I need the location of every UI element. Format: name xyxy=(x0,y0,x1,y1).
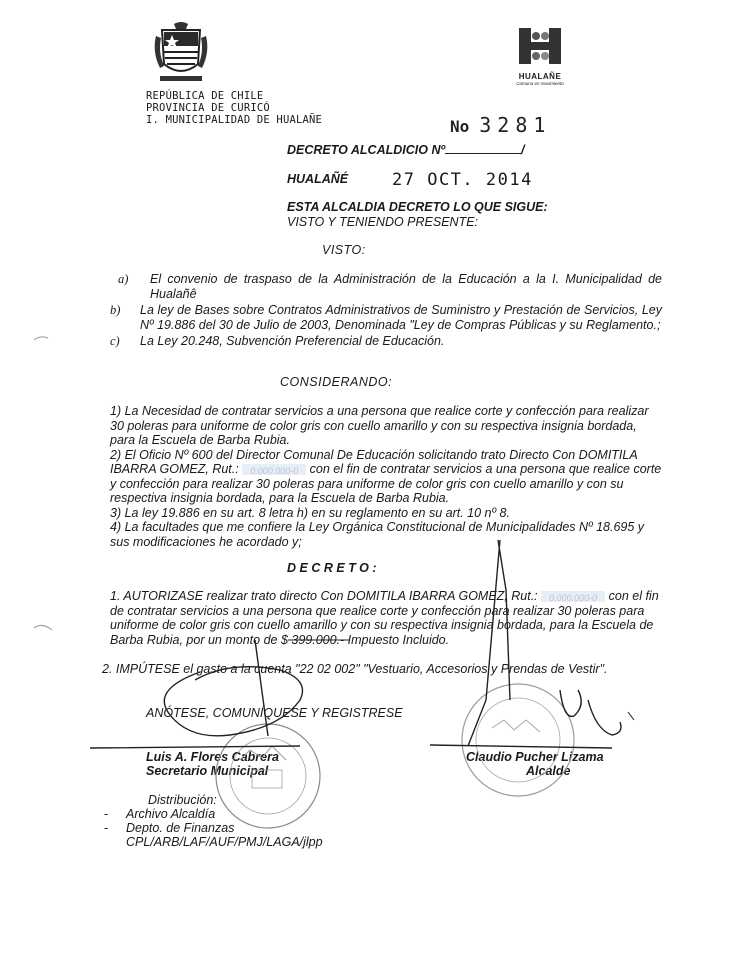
gov-line-municipality: I. MUNICIPALIDAD DE HUALAÑE xyxy=(146,114,323,126)
logo-name: HUALAÑE xyxy=(518,72,562,81)
mayor-role: Alcalde xyxy=(526,764,571,778)
resolve-line-2: VISTO Y TENIENDO PRESENTE: xyxy=(287,215,479,229)
decree-title-label: DECRETO ALCALDICIO Nº xyxy=(287,143,446,157)
scan-mark-icon xyxy=(34,337,48,340)
considerando-item-2-end: con el fin de contratar servicios a una persona que realice corte y confección para realizar 30 poleras para uniforme de color gris con cuello amarillo y con su respectiva insignia bordada, para la Escuela de Barba Rubia. xyxy=(110,462,662,505)
visto-heading: VISTO: xyxy=(322,243,366,257)
decree-title xyxy=(287,142,525,157)
mayor-seal-icon xyxy=(462,684,574,796)
chile-coat-of-arms-icon xyxy=(152,22,210,84)
decreto-item-1-start: 1. AUTORIZASE realizar trato directo Con DOMITILA IBARRA GOMEZ, Rut.: xyxy=(110,589,542,603)
date-stamp: 27 OCT. 2014 xyxy=(392,170,533,190)
decree-title-suffix: / xyxy=(521,143,525,157)
number-prefix: No xyxy=(450,117,470,136)
secretary-name: Luis A. Flores Cabrera xyxy=(146,750,279,764)
decreto-heading: DECRETO: xyxy=(287,561,381,575)
considerando-item-4: 4) La facultades que me confiere la Ley Orgánica Constitucional de Municipalidades Nº 18.695 y sus modificaciones he acordado y; xyxy=(110,520,645,549)
gov-line-province: PROVINCIA DE CURICÓ xyxy=(146,102,270,114)
visto-marker: c) xyxy=(110,334,120,348)
distribution-initials: CPL/ARB/LAF/AUF/PMJ/LAGA/jlpp xyxy=(126,835,323,849)
bullet-spacer xyxy=(104,835,126,849)
government-header xyxy=(146,90,322,126)
logo-tagline: Comuna en movimiento xyxy=(516,81,564,86)
considerando-heading: CONSIDERANDO: xyxy=(280,375,393,389)
considerando-item-2 xyxy=(110,448,662,506)
secretary-role: Secretario Municipal xyxy=(146,764,269,778)
visto-text: El convenio de traspaso de la Administración de la Educación a la I. Municipalidad de Hualañê xyxy=(150,272,662,301)
signature-block-mayor xyxy=(466,750,604,778)
signoff-line: ANÓTESE, COMUNÍQUESE Y REGISTRESE xyxy=(146,706,403,720)
redacted-rut: 0.000.000-0 xyxy=(242,464,306,475)
decreto-item-1-end: con el fin de contratar servicios a una persona que realice corte y confección para realizar 30 poleras para uniforme de color gris con cuello amarillo y con su respectiva insignia bordada, para la Escuela de Barba Rubia, por un monto de $ 399.000.- Impuesto Incluido. xyxy=(110,589,659,647)
considerando-list xyxy=(110,404,662,549)
considerando-item-1: 1) La Necesidad de contratar servicios a una persona que realice corte y confección para realizar 30 poleras para uniforme de color gris con cuello amarillo y con su respectiva insignia bordada, para la Escuela de Barba Rubia. xyxy=(110,404,649,447)
visto-text: La Ley 20.248, Subvención Preferencial de Educación. xyxy=(140,334,445,348)
decree-place: HUALAÑÉ xyxy=(287,172,349,186)
bullet-dash: - xyxy=(104,821,109,835)
gov-line-country: REPÚBLICA DE CHILE xyxy=(146,90,264,102)
distribution-block xyxy=(104,793,323,849)
hualane-h-logo-icon xyxy=(517,26,563,66)
visto-item xyxy=(110,272,662,301)
visto-item xyxy=(110,303,662,332)
visto-marker: a) xyxy=(118,272,129,286)
number-value: 3281 xyxy=(479,113,552,137)
considerando-item-3: 3) La ley 19.886 en su art. 8 letra h) en su reglamento en su art. 10 nº 8. xyxy=(110,505,510,520)
visto-list xyxy=(110,272,662,351)
document-number-stamp xyxy=(450,113,551,137)
scan-mark-icon xyxy=(34,625,52,630)
visto-marker: b) xyxy=(110,303,121,317)
resolve-line-1: ESTA ALCALDIA DECRETO LO QUE SIGUE: xyxy=(287,200,548,214)
signature-block-secretary xyxy=(146,750,279,778)
visto-item xyxy=(110,334,662,349)
distribution-heading: Distribución: xyxy=(148,793,217,807)
mayor-name: Claudio Pucher Lizama xyxy=(466,750,604,764)
decreto-item-1 xyxy=(110,589,662,647)
bullet-dash: - xyxy=(104,807,109,821)
distribution-item-text: Archivo Alcaldía xyxy=(126,807,216,821)
redacted-rut: 0.000.000-0 xyxy=(541,591,605,602)
considerando-item-2-start: 2) El Oficio Nº 600 del Director Comunal De Educación solicitando trato Directo Con DOMITILA IBARRA GOMEZ, Rut.: xyxy=(110,447,638,476)
hualane-logo xyxy=(510,26,570,88)
distribution-item xyxy=(104,807,323,821)
decree-number-blank xyxy=(445,142,521,154)
visto-text: La ley de Bases sobre Contratos Administrativos de Suministro y Prestación de Servicios, Ley Nº 19.886 del 30 de Julio de 2003, Denominada "Ley de Compras Públicas y su Reglamento.; xyxy=(140,303,662,332)
secretary-signature-icon xyxy=(90,640,303,748)
distribution-initials-row xyxy=(104,835,323,849)
distribution-item xyxy=(104,821,323,835)
decreto-item-2: 2. IMPÚTESE el gasto a la cuenta "22 02 002" "Vestuario, Accesorios y Prendas de Vestir". xyxy=(102,662,608,676)
distribution-item-text: Depto. de Finanzas xyxy=(126,821,235,835)
scan-mark-icon xyxy=(628,712,634,720)
